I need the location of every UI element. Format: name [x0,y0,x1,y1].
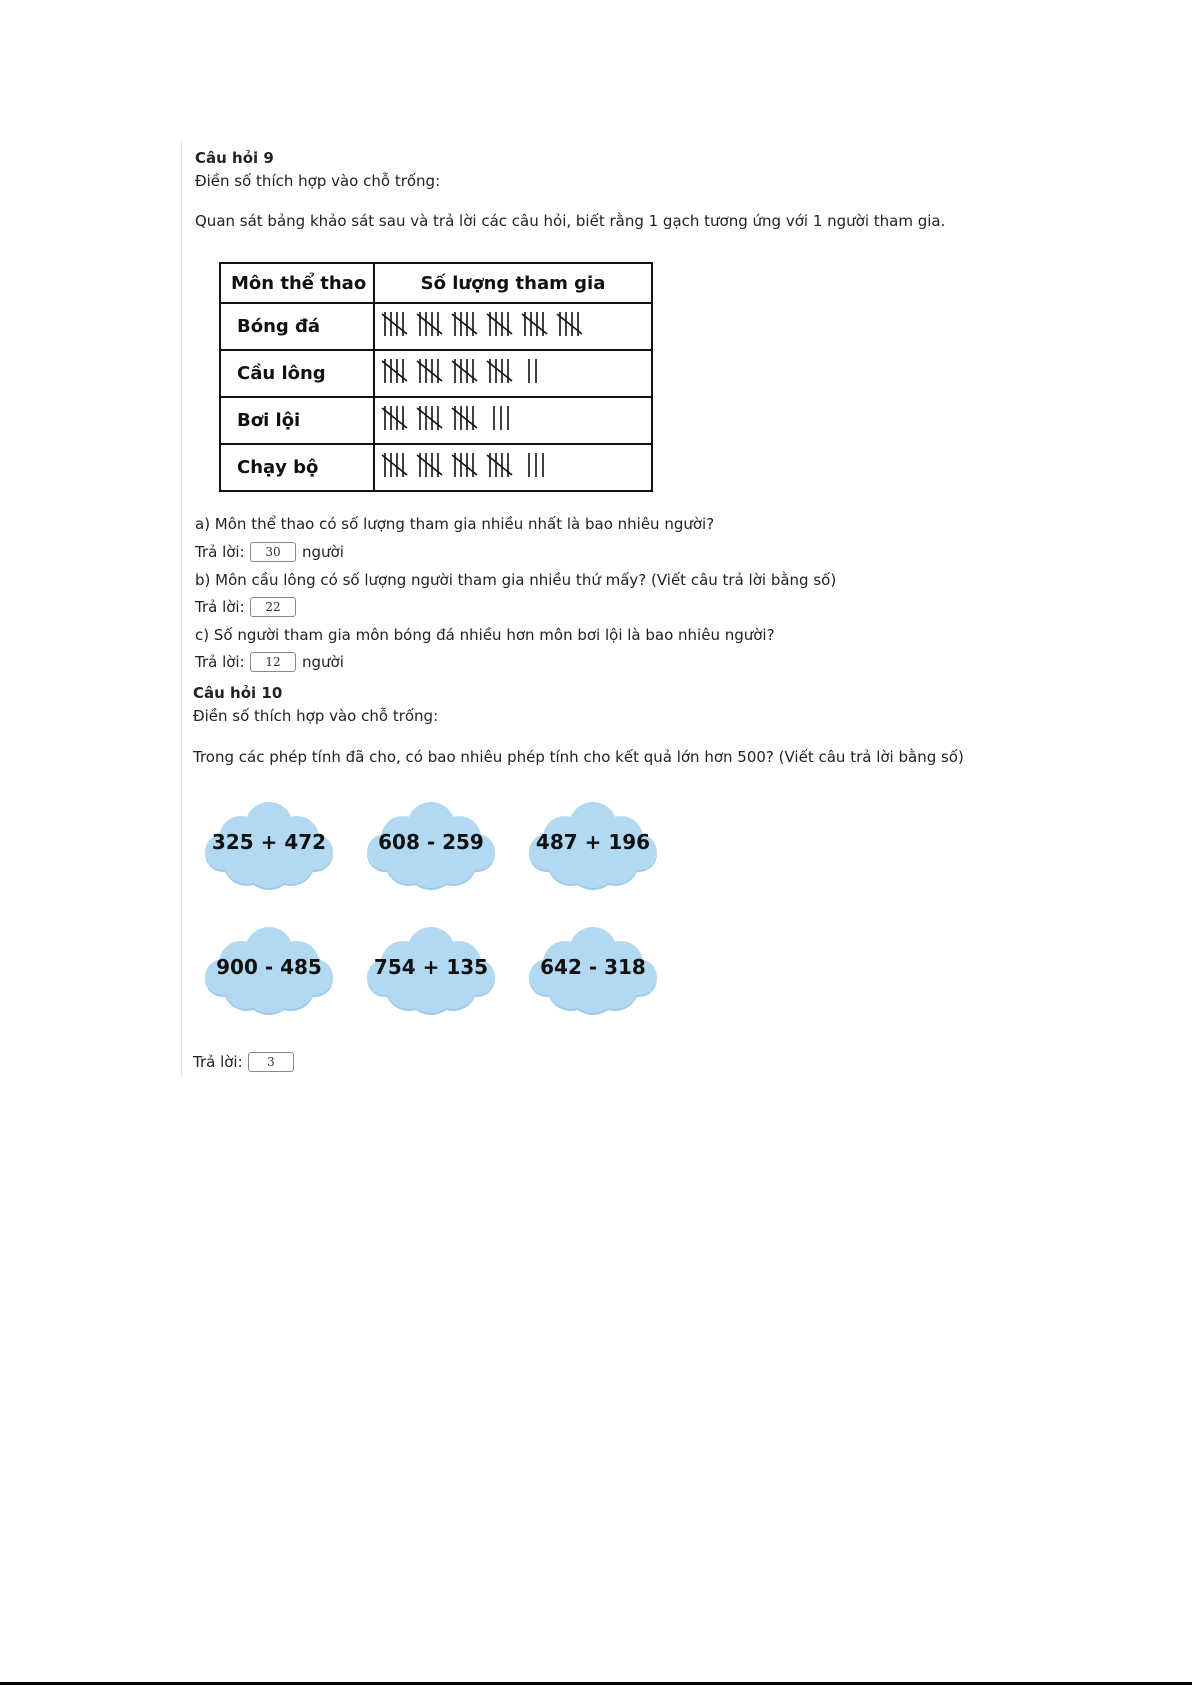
question-9-instruction: Điền số thích hợp vào chỗ trống: [195,172,441,190]
question-9c-text: c) Số người tham gia môn bóng đá nhiều hơn môn bơi lội là bao nhiêu người? [195,626,775,644]
answer-label: Trả lời: [195,543,245,561]
question-10-title: Câu hỏi 10 [193,684,283,702]
tally-marks [374,350,652,397]
table-row [220,303,652,350]
calculation-text: 642 - 318 [540,955,646,979]
answer-label: Trả lời: [193,1053,243,1071]
sport-name: Bóng đá [220,303,374,350]
answer-input-9a[interactable]: 30 [250,542,296,562]
answer-input-10[interactable]: 3 [248,1052,294,1072]
calculation-cloud [363,923,499,1015]
tally-marks [374,303,652,350]
calculation-text: 487 + 196 [535,830,651,854]
question-9b-text: b) Môn cầu lông có số lượng người tham gia nhiều thứ mấy? (Viết câu trả lời bằng số) [195,571,837,589]
table-row [220,350,652,397]
table-header-count: Số lượng tham gia [374,263,652,303]
calculation-text: 754 + 135 [373,955,489,979]
answer-unit: người [302,653,344,671]
calculation-cloud [363,798,499,890]
calculation-cloud [201,798,337,890]
question-9-prompt: Quan sát bảng khảo sát sau và trả lời các câu hỏi, biết rằng 1 gạch tương ứng với 1 người tham gia. [195,212,946,230]
sport-name: Chạy bộ [220,444,374,491]
answer-label: Trả lời: [195,598,245,616]
calculation-cloud [201,923,337,1015]
tally-marks [374,444,652,491]
left-margin-line [181,142,182,1077]
survey-table [219,262,653,492]
question-9a-text: a) Môn thể thao có số lượng tham gia nhiều nhất là bao nhiêu người? [195,515,715,533]
calculation-text: 325 + 472 [211,830,327,854]
question-9-title: Câu hỏi 9 [195,149,274,167]
calculation-cloud [525,923,661,1015]
table-row [220,444,652,491]
answer-input-9b[interactable]: 22 [250,597,296,617]
sport-name: Bơi lội [220,397,374,444]
table-row [220,397,652,444]
answer-label: Trả lời: [195,653,245,671]
calculation-text: 900 - 485 [216,955,322,979]
question-10-prompt: Trong các phép tính đã cho, có bao nhiêu phép tính cho kết quả lớn hơn 500? (Viết câu trả lời bằng số) [193,748,964,766]
calculation-text: 608 - 259 [378,830,484,854]
tally-marks [374,397,652,444]
answer-unit: người [302,543,344,561]
calculation-cloud [525,798,661,890]
table-header-sport: Môn thể thao [220,263,374,303]
sport-name: Cầu lông [220,350,374,397]
answer-input-9c[interactable]: 12 [250,652,296,672]
question-10-instruction: Điền số thích hợp vào chỗ trống: [193,707,439,725]
